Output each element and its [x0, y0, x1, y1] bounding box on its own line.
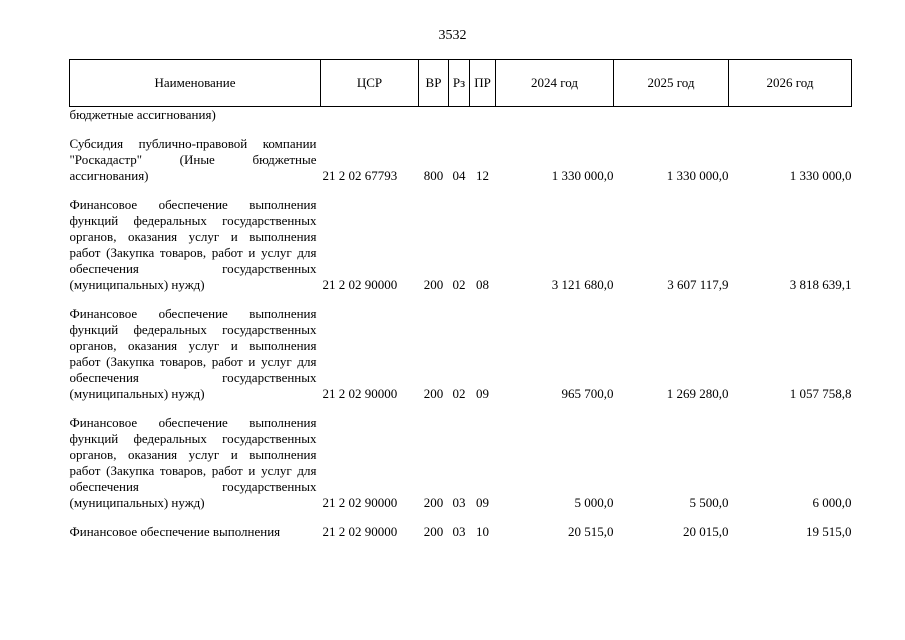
row-rz: 03	[452, 495, 466, 510]
row-2025: 1 330 000,0	[666, 168, 729, 183]
row-csr: 21 2 02 90000	[322, 277, 398, 292]
row-rz: 02	[452, 277, 466, 292]
row-2025: 3 607 117,9	[667, 277, 729, 292]
table-row	[70, 197, 852, 293]
row-name: Финансовое обеспечение выполнения	[69, 524, 281, 539]
header-2026: 2026 год	[729, 60, 852, 107]
table-row	[70, 306, 852, 402]
row-2025: 1 269 280,0	[666, 386, 729, 401]
row-vr: 200	[423, 495, 444, 510]
row-2024: 5 000,0	[574, 495, 614, 510]
table-row	[70, 136, 852, 184]
header-2024: 2024 год	[496, 60, 614, 107]
row-csr: 21 2 02 90000	[322, 386, 398, 401]
row-vr: 200	[423, 386, 444, 401]
header-name: Наименование	[70, 60, 321, 107]
row-name: Субсидия публично-правовой компании "Роскадастр" (Иные бюджетные ассигнования)	[69, 136, 317, 183]
page-number: 3532	[438, 28, 467, 43]
row-2026: 19 515,0	[806, 524, 852, 539]
row-rz: 02	[452, 386, 466, 401]
continuation-text: бюджетные ассигнования)	[69, 107, 216, 122]
budget-table	[69, 59, 852, 540]
header-2025: 2025 год	[614, 60, 729, 107]
continuation-row	[70, 107, 852, 124]
header-vr: ВР	[419, 60, 449, 107]
header-csr: ЦСР	[321, 60, 419, 107]
row-csr: 21 2 02 90000	[322, 495, 398, 510]
header-pr: ПР	[470, 60, 496, 107]
row-name: Финансовое обеспечение выполнения функций федеральных государственных органов, оказания услуг и выполнения работ (Закупка товаров, работ и услуг для обеспечения государственных (муниципальных) нужд)	[69, 306, 317, 401]
table-row	[70, 415, 852, 511]
row-pr: 09	[476, 386, 489, 401]
row-2026: 1 057 758,8	[789, 386, 852, 401]
row-rz: 03	[452, 524, 466, 539]
row-vr: 200	[423, 524, 444, 539]
row-csr: 21 2 02 90000	[322, 524, 398, 539]
row-vr: 200	[423, 277, 444, 292]
table-row	[70, 524, 852, 540]
row-2024: 965 700,0	[561, 386, 614, 401]
row-2026: 1 330 000,0	[789, 168, 852, 183]
row-2025: 20 015,0	[683, 524, 729, 539]
row-2026: 3 818 639,1	[789, 277, 852, 292]
row-name: Финансовое обеспечение выполнения функций федеральных государственных органов, оказания услуг и выполнения работ (Закупка товаров, работ и услуг для обеспечения государственных (муниципальных) нужд)	[69, 415, 317, 510]
row-2024: 3 121 680,0	[551, 277, 614, 292]
row-2026: 6 000,0	[812, 495, 852, 510]
row-pr: 09	[476, 495, 489, 510]
header-rz: Рз	[449, 60, 470, 107]
row-rz: 04	[452, 168, 466, 183]
row-pr: 08	[476, 277, 489, 292]
row-2024: 1 330 000,0	[551, 168, 614, 183]
row-2025: 5 500,0	[689, 495, 729, 510]
table-header	[70, 60, 852, 107]
row-pr: 12	[476, 168, 489, 183]
row-name: Финансовое обеспечение выполнения функций федеральных государственных органов, оказания услуг и выполнения работ (Закупка товаров, работ и услуг для обеспечения государственных (муниципальных) нужд)	[69, 197, 317, 292]
row-csr: 21 2 02 67793	[322, 168, 398, 183]
row-vr: 800	[423, 168, 444, 183]
table-body	[70, 107, 852, 541]
row-pr: 10	[476, 524, 489, 539]
row-2024: 20 515,0	[568, 524, 614, 539]
